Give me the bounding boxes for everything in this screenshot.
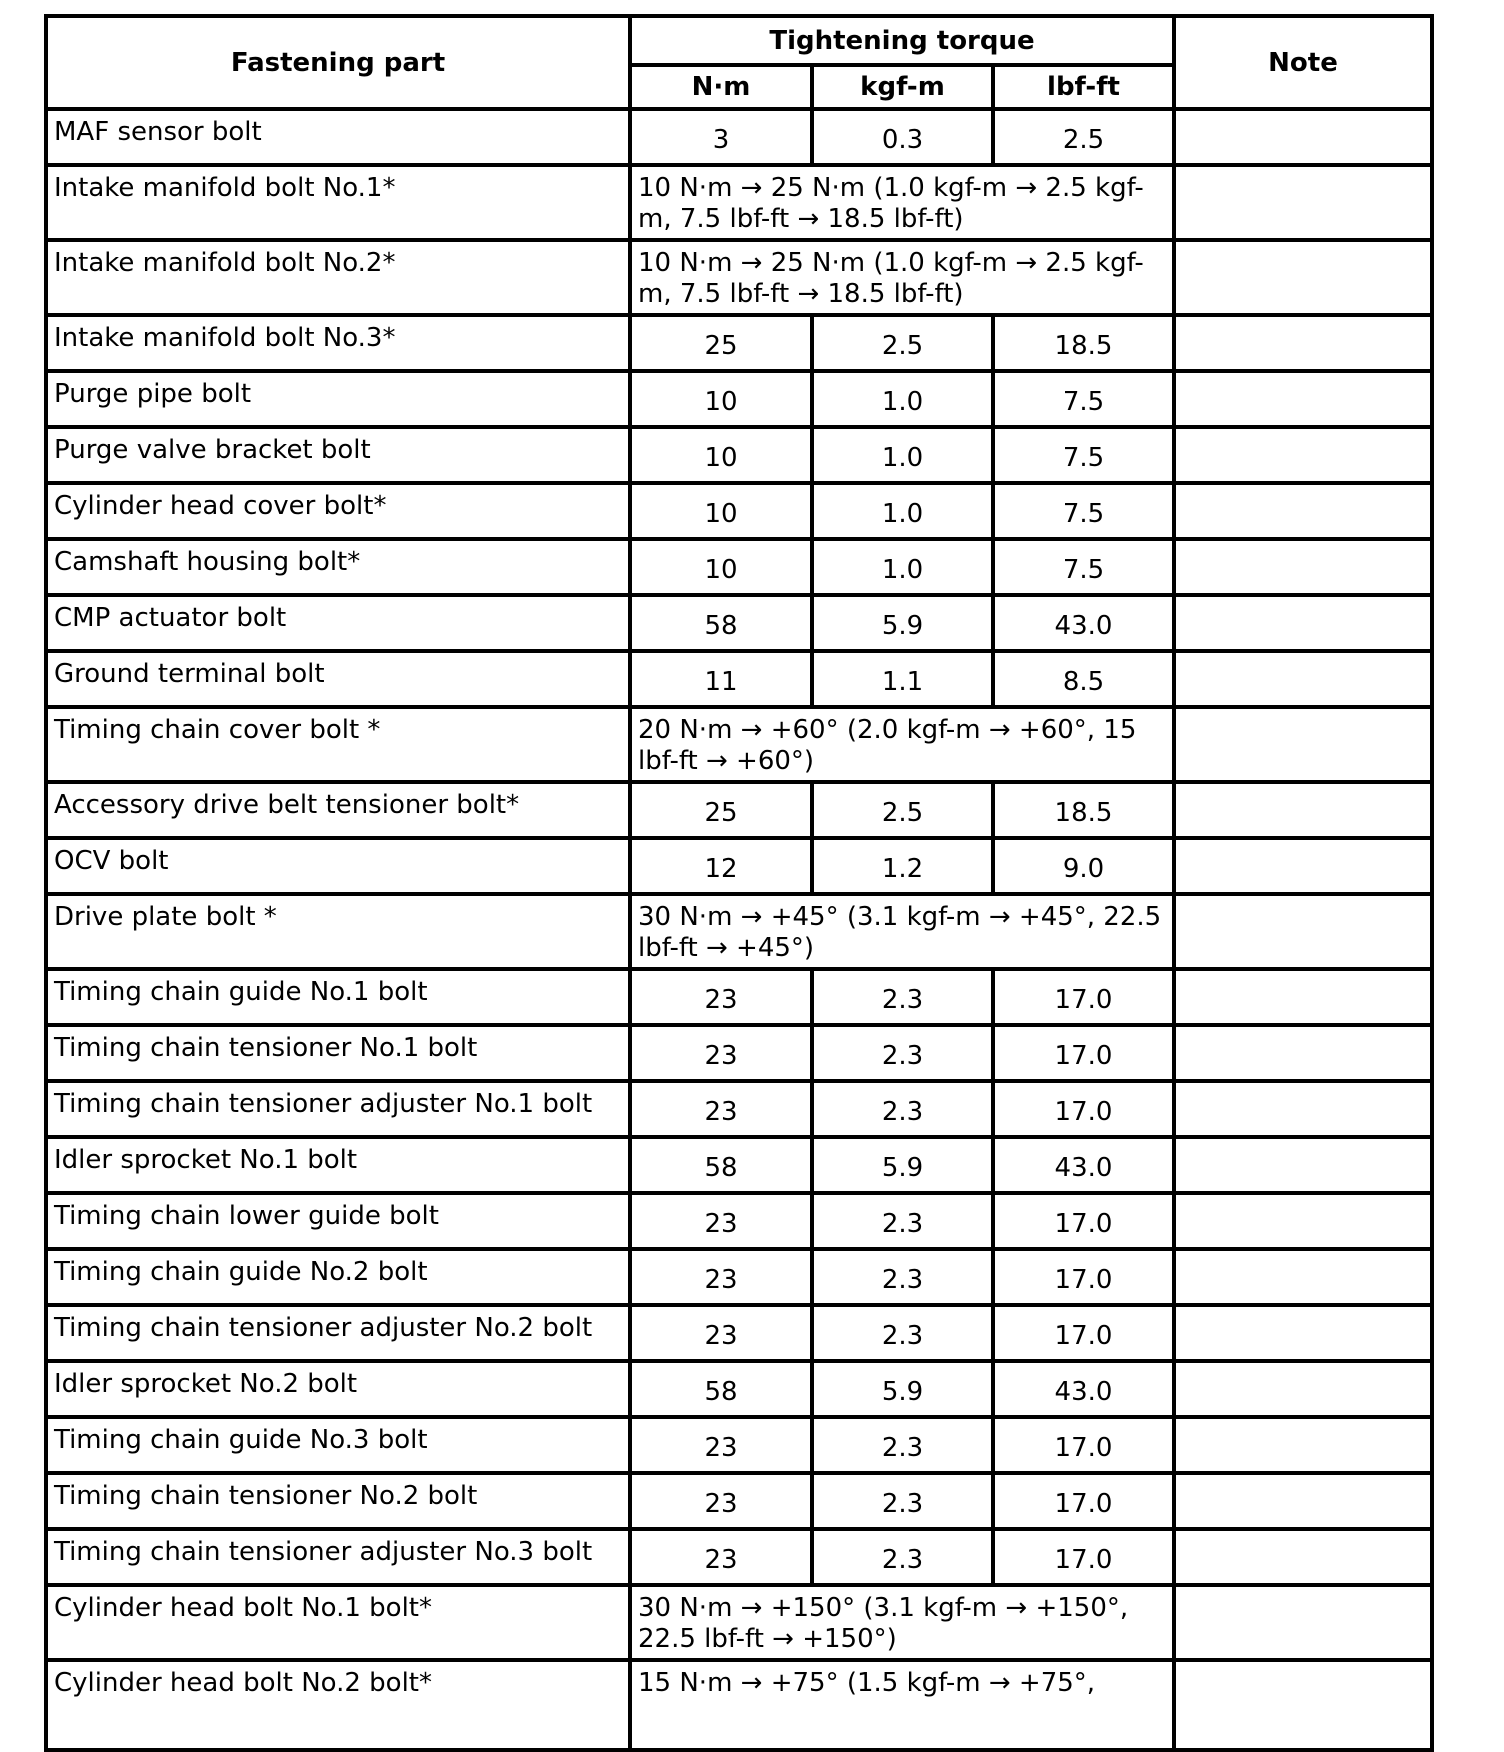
torque-kgfm-cell: 2.5 bbox=[812, 315, 993, 371]
torque-kgfm-cell: 2.3 bbox=[812, 1473, 993, 1529]
header-fastening-part: Fastening part bbox=[46, 16, 630, 109]
fastening-part-cell: Timing chain tensioner adjuster No.3 bolt bbox=[46, 1529, 630, 1585]
header-kgfm: kgf-m bbox=[812, 65, 993, 109]
torque-nm-cell: 23 bbox=[630, 969, 812, 1025]
note-cell bbox=[1174, 1305, 1432, 1361]
torque-lbfft-cell: 43.0 bbox=[993, 595, 1174, 651]
fastening-part-cell: Cylinder head bolt No.2 bolt* bbox=[46, 1660, 630, 1750]
fastening-part-cell: Timing chain lower guide bolt bbox=[46, 1193, 630, 1249]
note-cell bbox=[1174, 1529, 1432, 1585]
torque-kgfm-cell: 2.3 bbox=[812, 1249, 993, 1305]
note-cell bbox=[1174, 539, 1432, 595]
torque-kgfm-cell: 5.9 bbox=[812, 595, 993, 651]
fastening-part-cell: Timing chain tensioner No.1 bolt bbox=[46, 1025, 630, 1081]
torque-lbfft-cell: 17.0 bbox=[993, 969, 1174, 1025]
table-row bbox=[46, 1025, 1432, 1081]
table-row bbox=[46, 1473, 1432, 1529]
table-row bbox=[46, 969, 1432, 1025]
header-lbfft: lbf-ft bbox=[993, 65, 1174, 109]
note-cell bbox=[1174, 1249, 1432, 1305]
table-row bbox=[46, 483, 1432, 539]
table-row bbox=[46, 165, 1432, 240]
torque-nm-cell: 23 bbox=[630, 1193, 812, 1249]
torque-kgfm-cell: 2.3 bbox=[812, 1025, 993, 1081]
note-cell bbox=[1174, 315, 1432, 371]
torque-nm-cell: 23 bbox=[630, 1081, 812, 1137]
table-row bbox=[46, 427, 1432, 483]
table-row bbox=[46, 707, 1432, 782]
torque-lbfft-cell: 17.0 bbox=[993, 1529, 1174, 1585]
note-cell bbox=[1174, 371, 1432, 427]
torque-kgfm-cell: 2.3 bbox=[812, 1529, 993, 1585]
note-cell bbox=[1174, 1081, 1432, 1137]
note-cell bbox=[1174, 483, 1432, 539]
table-row bbox=[46, 838, 1432, 894]
table-row bbox=[46, 1249, 1432, 1305]
fastening-part-cell: Intake manifold bolt No.3* bbox=[46, 315, 630, 371]
torque-kgfm-cell: 2.3 bbox=[812, 1417, 993, 1473]
note-cell bbox=[1174, 109, 1432, 165]
combined-torque-cell: 10 N·m → 25 N·m (1.0 kgf-m → 2.5 kgf-m, 7.5 lbf-ft → 18.5 lbf-ft) bbox=[630, 165, 1174, 240]
table-row bbox=[46, 651, 1432, 707]
table-row bbox=[46, 894, 1432, 969]
note-cell bbox=[1174, 1193, 1432, 1249]
combined-torque-cell: 10 N·m → 25 N·m (1.0 kgf-m → 2.5 kgf-m, 7.5 lbf-ft → 18.5 lbf-ft) bbox=[630, 240, 1174, 315]
torque-kgfm-cell: 1.0 bbox=[812, 427, 993, 483]
torque-kgfm-cell: 1.0 bbox=[812, 371, 993, 427]
note-cell bbox=[1174, 707, 1432, 782]
torque-nm-cell: 23 bbox=[630, 1529, 812, 1585]
torque-nm-cell: 23 bbox=[630, 1417, 812, 1473]
torque-kgfm-cell: 1.2 bbox=[812, 838, 993, 894]
fastening-part-cell: Intake manifold bolt No.2* bbox=[46, 240, 630, 315]
header-tightening-torque: Tightening torque bbox=[630, 16, 1174, 65]
note-cell bbox=[1174, 894, 1432, 969]
note-cell bbox=[1174, 595, 1432, 651]
torque-nm-cell: 23 bbox=[630, 1249, 812, 1305]
torque-lbfft-cell: 17.0 bbox=[993, 1473, 1174, 1529]
torque-kgfm-cell: 5.9 bbox=[812, 1361, 993, 1417]
fastening-part-cell: Drive plate bolt * bbox=[46, 894, 630, 969]
torque-lbfft-cell: 7.5 bbox=[993, 539, 1174, 595]
torque-nm-cell: 3 bbox=[630, 109, 812, 165]
fastening-part-cell: Purge pipe bolt bbox=[46, 371, 630, 427]
table-row bbox=[46, 539, 1432, 595]
torque-nm-cell: 11 bbox=[630, 651, 812, 707]
table-row bbox=[46, 109, 1432, 165]
combined-torque-cell: 30 N·m → +150° (3.1 kgf-m → +150°, 22.5 lbf-ft → +150°) bbox=[630, 1585, 1174, 1660]
torque-lbfft-cell: 17.0 bbox=[993, 1193, 1174, 1249]
torque-kgfm-cell: 5.9 bbox=[812, 1137, 993, 1193]
torque-kgfm-cell: 2.3 bbox=[812, 1305, 993, 1361]
fastening-part-cell: Ground terminal bolt bbox=[46, 651, 630, 707]
note-cell bbox=[1174, 782, 1432, 838]
torque-lbfft-cell: 17.0 bbox=[993, 1249, 1174, 1305]
note-cell bbox=[1174, 1361, 1432, 1417]
torque-lbfft-cell: 18.5 bbox=[993, 315, 1174, 371]
combined-torque-cell: 15 N·m → +75° (1.5 kgf-m → +75°, bbox=[630, 1660, 1174, 1750]
torque-kgfm-cell: 1.1 bbox=[812, 651, 993, 707]
table-row bbox=[46, 1417, 1432, 1473]
torque-nm-cell: 25 bbox=[630, 315, 812, 371]
torque-lbfft-cell: 7.5 bbox=[993, 427, 1174, 483]
table-body bbox=[46, 109, 1432, 1750]
fastening-part-cell: Idler sprocket No.1 bolt bbox=[46, 1137, 630, 1193]
torque-nm-cell: 25 bbox=[630, 782, 812, 838]
fastening-part-cell: CMP actuator bolt bbox=[46, 595, 630, 651]
table-row bbox=[46, 1585, 1432, 1660]
torque-lbfft-cell: 9.0 bbox=[993, 838, 1174, 894]
torque-nm-cell: 12 bbox=[630, 838, 812, 894]
fastening-part-cell: MAF sensor bolt bbox=[46, 109, 630, 165]
table-row bbox=[46, 782, 1432, 838]
torque-lbfft-cell: 17.0 bbox=[993, 1081, 1174, 1137]
torque-kgfm-cell: 2.3 bbox=[812, 1081, 993, 1137]
torque-kgfm-cell: 2.3 bbox=[812, 1193, 993, 1249]
torque-kgfm-cell: 2.3 bbox=[812, 969, 993, 1025]
note-cell bbox=[1174, 1473, 1432, 1529]
table-row bbox=[46, 1081, 1432, 1137]
note-cell bbox=[1174, 1660, 1432, 1750]
fastening-part-cell: Purge valve bracket bolt bbox=[46, 427, 630, 483]
torque-kgfm-cell: 1.0 bbox=[812, 483, 993, 539]
torque-kgfm-cell: 2.5 bbox=[812, 782, 993, 838]
torque-lbfft-cell: 17.0 bbox=[993, 1417, 1174, 1473]
note-cell bbox=[1174, 838, 1432, 894]
header-note: Note bbox=[1174, 16, 1432, 109]
torque-nm-cell: 58 bbox=[630, 1361, 812, 1417]
table-row bbox=[46, 1529, 1432, 1585]
torque-kgfm-cell: 1.0 bbox=[812, 539, 993, 595]
torque-nm-cell: 10 bbox=[630, 371, 812, 427]
table-row bbox=[46, 1660, 1432, 1750]
torque-table bbox=[44, 14, 1434, 1752]
note-cell bbox=[1174, 240, 1432, 315]
fastening-part-cell: Cylinder head bolt No.1 bolt* bbox=[46, 1585, 630, 1660]
note-cell bbox=[1174, 1585, 1432, 1660]
note-cell bbox=[1174, 165, 1432, 240]
fastening-part-cell: Timing chain tensioner adjuster No.2 bolt bbox=[46, 1305, 630, 1361]
torque-nm-cell: 23 bbox=[630, 1305, 812, 1361]
fastening-part-cell: Accessory drive belt tensioner bolt* bbox=[46, 782, 630, 838]
fastening-part-cell: Timing chain tensioner No.2 bolt bbox=[46, 1473, 630, 1529]
fastening-part-cell: Timing chain guide No.2 bolt bbox=[46, 1249, 630, 1305]
torque-lbfft-cell: 18.5 bbox=[993, 782, 1174, 838]
torque-nm-cell: 23 bbox=[630, 1025, 812, 1081]
torque-lbfft-cell: 8.5 bbox=[993, 651, 1174, 707]
fastening-part-cell: Idler sprocket No.2 bolt bbox=[46, 1361, 630, 1417]
table-row bbox=[46, 1305, 1432, 1361]
table-row bbox=[46, 1137, 1432, 1193]
note-cell bbox=[1174, 1137, 1432, 1193]
torque-lbfft-cell: 2.5 bbox=[993, 109, 1174, 165]
fastening-part-cell: Timing chain guide No.3 bolt bbox=[46, 1417, 630, 1473]
torque-kgfm-cell: 0.3 bbox=[812, 109, 993, 165]
note-cell bbox=[1174, 1025, 1432, 1081]
torque-nm-cell: 10 bbox=[630, 427, 812, 483]
torque-nm-cell: 58 bbox=[630, 595, 812, 651]
torque-table-container bbox=[44, 14, 1430, 1698]
torque-nm-cell: 23 bbox=[630, 1473, 812, 1529]
note-cell bbox=[1174, 969, 1432, 1025]
table-row bbox=[46, 595, 1432, 651]
table-row bbox=[46, 240, 1432, 315]
torque-lbfft-cell: 7.5 bbox=[993, 483, 1174, 539]
combined-torque-cell: 30 N·m → +45° (3.1 kgf-m → +45°, 22.5 lbf-ft → +45°) bbox=[630, 894, 1174, 969]
note-cell bbox=[1174, 427, 1432, 483]
torque-nm-cell: 10 bbox=[630, 539, 812, 595]
header-nm: N·m bbox=[630, 65, 812, 109]
table-row bbox=[46, 1361, 1432, 1417]
torque-lbfft-cell: 17.0 bbox=[993, 1305, 1174, 1361]
torque-nm-cell: 58 bbox=[630, 1137, 812, 1193]
torque-lbfft-cell: 7.5 bbox=[993, 371, 1174, 427]
fastening-part-cell: Camshaft housing bolt* bbox=[46, 539, 630, 595]
torque-lbfft-cell: 43.0 bbox=[993, 1361, 1174, 1417]
note-cell bbox=[1174, 651, 1432, 707]
torque-lbfft-cell: 17.0 bbox=[993, 1025, 1174, 1081]
fastening-part-cell: Timing chain tensioner adjuster No.1 bolt bbox=[46, 1081, 630, 1137]
fastening-part-cell: Timing chain guide No.1 bolt bbox=[46, 969, 630, 1025]
table-row bbox=[46, 371, 1432, 427]
fastening-part-cell: Intake manifold bolt No.1* bbox=[46, 165, 630, 240]
table-row bbox=[46, 1193, 1432, 1249]
fastening-part-cell: Cylinder head cover bolt* bbox=[46, 483, 630, 539]
table-row bbox=[46, 315, 1432, 371]
torque-nm-cell: 10 bbox=[630, 483, 812, 539]
fastening-part-cell: Timing chain cover bolt * bbox=[46, 707, 630, 782]
fastening-part-cell: OCV bolt bbox=[46, 838, 630, 894]
note-cell bbox=[1174, 1417, 1432, 1473]
combined-torque-cell: 20 N·m → +60° (2.0 kgf-m → +60°, 15 lbf-ft → +60°) bbox=[630, 707, 1174, 782]
torque-lbfft-cell: 43.0 bbox=[993, 1137, 1174, 1193]
